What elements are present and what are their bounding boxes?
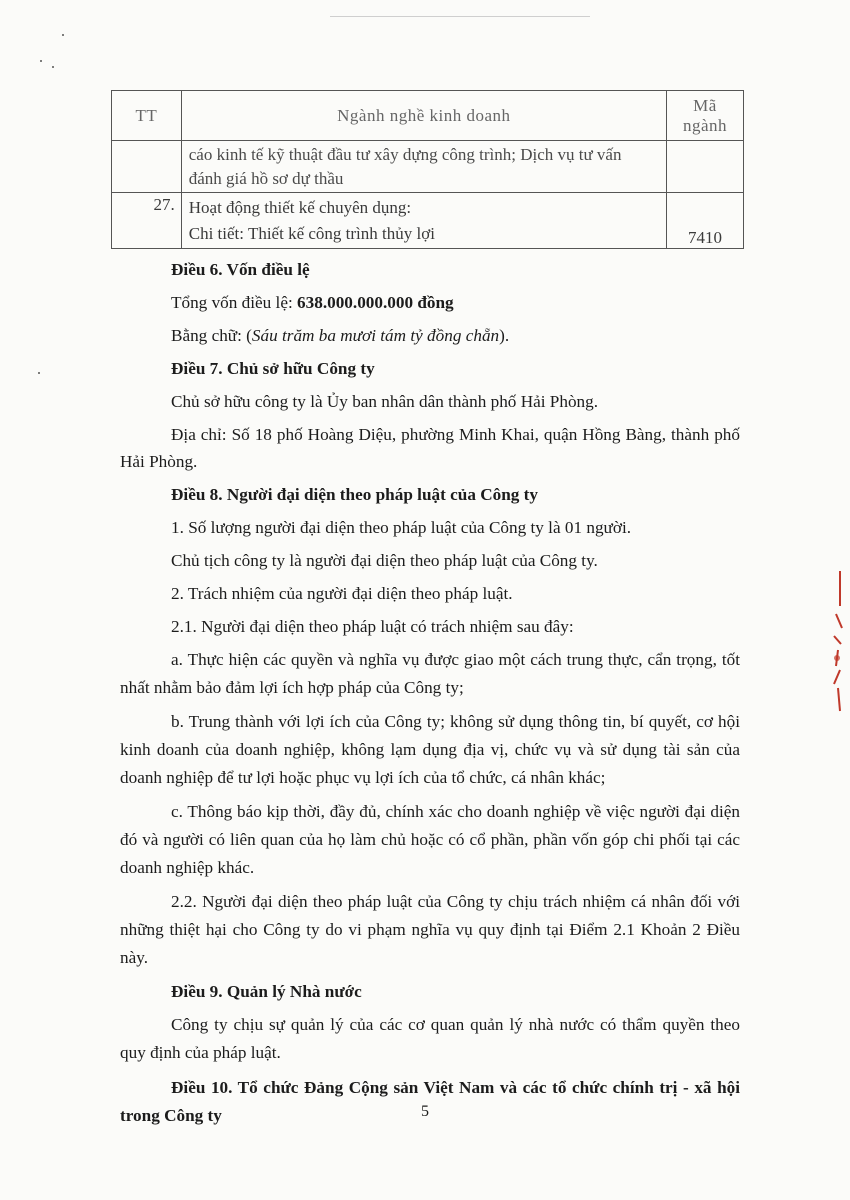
article6-words	[120, 319, 740, 352]
cell-business-line	[181, 141, 666, 193]
scan-speck	[52, 66, 54, 68]
capital-value: 638.000.000.000 đồng	[297, 293, 454, 312]
article10-title: Điều 10. Tổ chức Đảng Cộng sản Việt Nam và các tổ chức chính trị - xã hội trong Công ty	[120, 1078, 740, 1125]
continuation-line1: cáo kinh tế kỹ thuật đầu tư xây dựng công trình; Dịch vụ tư vấn	[188, 144, 622, 164]
article8-p4: 2.1. Người đại diện theo pháp luật có trách nhiệm sau đây:	[171, 617, 574, 636]
row27-line1: Hoạt động thiết kế chuyên dụng:	[188, 197, 412, 217]
cell-business-line	[181, 193, 666, 249]
article8-p1: 1. Số lượng người đại diện theo pháp luật của Công ty là 01 người.	[171, 518, 632, 537]
scan-mark	[330, 16, 590, 17]
scan-speck	[40, 60, 42, 62]
article8-c: c. Thông báo kịp thời, đầy đủ, chính xác cho doanh nghiệp về việc người đại diện đó và người có liên quan của họ làm chủ hoặc có cổ phần, phần vốn góp chi phối tại các doanh nghiệp khác.	[120, 802, 740, 877]
red-stamp-edge-icon	[822, 566, 844, 716]
article7-address: Địa chỉ: Số 18 phố Hoàng Diệu, phường Minh Khai, quận Hồng Bàng, thành phố Hải Phòng.	[120, 425, 740, 471]
cell-code-empty	[666, 141, 743, 193]
row27-line2: Chi tiết: Thiết kế công trình thủy lợi	[188, 223, 435, 243]
continuation-line2: đánh giá hồ sơ dự thầu	[188, 168, 344, 188]
article9-body: Công ty chịu sự quản lý của các cơ quan quản lý nhà nước có thẩm quyền theo quy định của pháp luật.	[120, 1015, 740, 1062]
article6-capital	[120, 286, 740, 319]
cell-code: 7410	[666, 193, 743, 249]
table-row	[112, 193, 744, 249]
scan-speck	[62, 34, 64, 36]
cell-tt-empty	[112, 141, 182, 193]
article6-title: Điều 6. Vốn điều lệ	[171, 260, 310, 279]
article8-p22: 2.2. Người đại diện theo pháp luật của Công ty chịu trách nhiệm cá nhân đối với những thiệt hại cho Công ty do vi phạm nghĩa vụ quy định tại Điểm 2.1 Khoản 2 Điều này.	[120, 892, 740, 967]
table-row	[112, 141, 744, 193]
header-code-line2: ngành	[682, 115, 727, 135]
article8-p2: Chủ tịch công ty là người đại diện theo pháp luật của Công ty.	[171, 551, 598, 570]
table-header-row	[112, 91, 744, 141]
article8-title: Điều 8. Người đại diện theo pháp luật của Công ty	[171, 485, 538, 504]
document-body	[120, 253, 740, 1130]
header-code	[666, 91, 743, 141]
article8-p3: 2. Trách nhiệm của người đại diện theo pháp luật.	[171, 584, 513, 603]
scan-speck	[38, 372, 40, 374]
header-code-line1: Mã	[693, 95, 717, 115]
capital-label: Tổng vốn điều lệ:	[171, 293, 298, 312]
article8-b: b. Trung thành với lợi ích của Công ty; không sử dụng thông tin, bí quyết, cơ hội kinh doanh của doanh nghiệp, không lạm dụng địa vị, chức vụ và sử dụng tài sản của doanh nghiệp để tư lợi hoặc phục vụ lợi ích của tổ chức, cá nhân khác;	[120, 712, 740, 787]
page-number: 5	[421, 1103, 429, 1120]
words-label: Bằng chữ: (	[171, 326, 252, 345]
article7-title: Điều 7. Chủ sở hữu Công ty	[171, 359, 375, 378]
header-tt: TT	[112, 91, 182, 141]
article8-a: a. Thực hiện các quyền và nghĩa vụ được giao một cách trung thực, cẩn trọng, tốt nhất nhằm bảo đảm lợi ích hợp pháp của Công ty;	[120, 650, 740, 697]
article9-title: Điều 9. Quản lý Nhà nước	[171, 982, 362, 1001]
words-end: ).	[499, 326, 510, 345]
article7-owner: Chủ sở hữu công ty là Ủy ban nhân dân thành phố Hải Phòng.	[171, 392, 599, 411]
cell-tt: 27.	[112, 193, 182, 249]
words-value: Sáu trăm ba mươi tám tỷ đồng chẵn	[251, 326, 500, 345]
business-lines-table	[111, 90, 744, 249]
header-business-line: Ngành nghề kinh doanh	[181, 91, 666, 141]
